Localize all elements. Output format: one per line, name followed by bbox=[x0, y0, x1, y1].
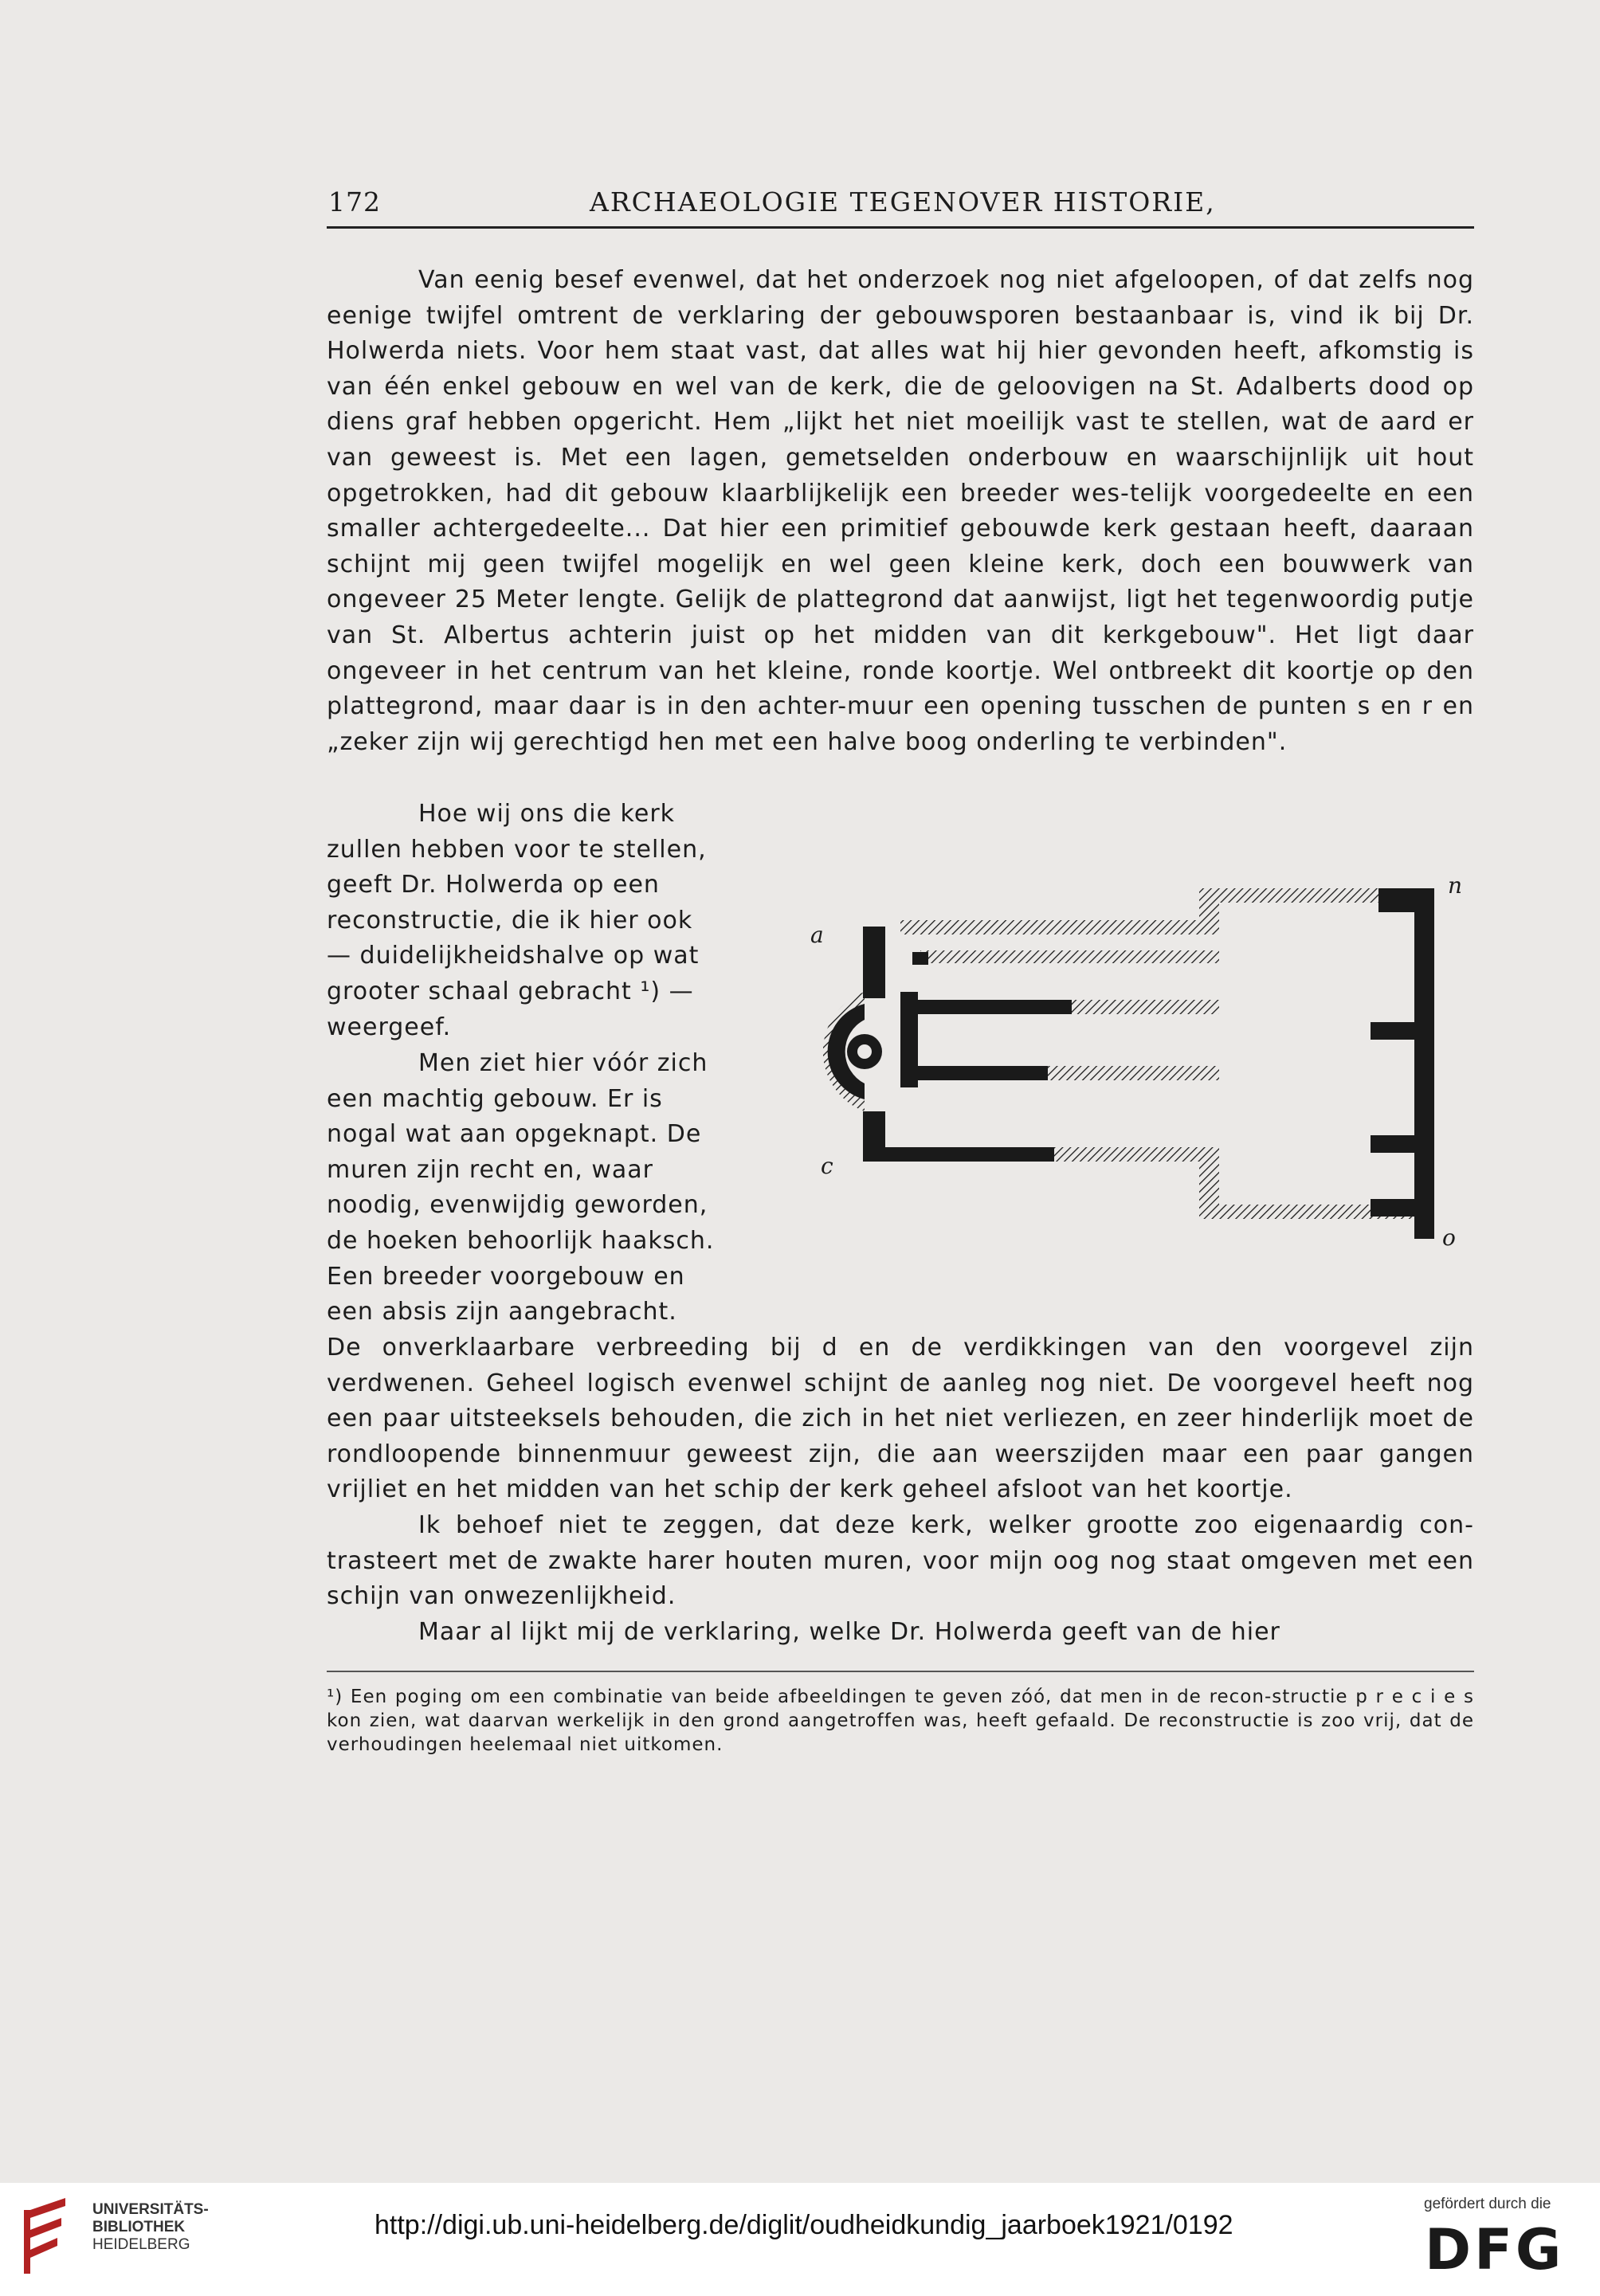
running-title: ARCHAEOLOGIE TEGENOVER HISTORIE, bbox=[590, 186, 1216, 217]
label-a: a bbox=[810, 922, 824, 948]
footnote-divider bbox=[327, 1671, 1474, 1672]
page-number: 172 bbox=[328, 186, 381, 217]
permalink-url[interactable]: http://digi.ub.uni-heidelberg.de/diglit/oudheidkundig_jaarboek1921/0192 bbox=[375, 2210, 1233, 2240]
line: geeft Dr. Holwerda op een bbox=[327, 871, 660, 899]
line: een absis zijn aangebracht. bbox=[327, 1298, 677, 1326]
line: muren zijn recht en, waar bbox=[327, 1155, 654, 1184]
university-library-logo-icon bbox=[18, 2194, 81, 2285]
line: reconstructie, die ik hier ook bbox=[327, 906, 693, 934]
line: noodig, evenwijdig geworden, bbox=[327, 1191, 708, 1220]
well-hole bbox=[857, 1044, 872, 1059]
library-name-line-3: HEIDELBERG bbox=[92, 2236, 190, 2253]
hatched-wall-north bbox=[900, 888, 1414, 934]
hatched-inner-wall-upper bbox=[920, 950, 1219, 963]
paragraph-5: Maar al lijkt mij de verklaring, welke Dr. Holwerda geeft van de hier bbox=[418, 1618, 1280, 1646]
solid-inner-bottom bbox=[904, 1066, 1048, 1080]
label-c: c bbox=[821, 1153, 833, 1179]
line: nogal wat aan opgeknapt. De bbox=[327, 1120, 702, 1149]
paragraph-3 bbox=[327, 1046, 725, 1330]
solid-buttress-2 bbox=[1371, 1135, 1414, 1153]
library-name bbox=[92, 2201, 209, 2254]
label-o: o bbox=[1442, 1224, 1456, 1251]
solid-stub bbox=[912, 952, 928, 965]
solid-inner-top bbox=[904, 1000, 1072, 1014]
label-n: n bbox=[1448, 872, 1463, 899]
paragraph-2 bbox=[327, 797, 725, 1045]
line: grooter schaal gebracht ¹) — bbox=[327, 977, 694, 1005]
solid-buttress-3 bbox=[1371, 1199, 1414, 1217]
solid-inner-post bbox=[900, 992, 918, 1087]
solid-rear-wall bbox=[1414, 888, 1434, 1239]
line: weergeef. bbox=[327, 1013, 452, 1041]
paragraph-1: Van eenig besef evenwel, dat het onderzoek nog niet afgeloopen, of dat zelfs nog eenige twijfel omtrent de verklaring der gebouwsporen bestaanbaar is, vind ik bij Dr. Holwerda niets. Voor hem staat vast, dat alles wat hij hier gevonden heeft, afkomstig is van één enkel gebouw en wel van de kerk, die de geloovigen na St. Adalberts dood op diens graf hebben opgericht. Hem „lijkt het niet moeilijk vast te stellen, wat de aard er van geweest is. Met een lagen, gemetselden onderbouw en waarschijnlijk uit hout opgetrokken, had dit gebouw klaarblijkelijk een breeder wes-telijk voorgedeelte en een smaller achtergedeelte... Dat hier een primitief gebouwde kerk gestaan heeft, daaraan schijnt mij geen twijfel mogelijk en wel geen kleine kerk, doch een bouwwerk van ongeveer 25 Meter lengte. Gelijk de plattegrond dat aanwijst, ligt het tegenwoordig putje van St. Albertus achterin juist op het midden van dit kerkgebouw". Het ligt daar ongeveer in het centrum van het kleine, ronde koortje. Wel ontbreekt dit koortje op den plattegrond, maar daar is in den achter-muur een opening tusschen de punten s en r en „zeker zijn wij gerechtigd hen met een halve boog onderling te verbinden". bbox=[327, 266, 1474, 756]
line: de hoeken behoorlijk haaksch. bbox=[327, 1226, 715, 1255]
library-name-line-2: BIBLIOTHEK bbox=[92, 2219, 186, 2235]
solid-buttress-1 bbox=[1371, 1022, 1414, 1040]
line: Een breeder voorgebouw en bbox=[327, 1262, 685, 1291]
funding-caption: gefördert durch die bbox=[1424, 2196, 1551, 2212]
line: — duidelijkheidshalve op wat bbox=[327, 942, 700, 970]
solid-rear-top bbox=[1378, 888, 1426, 912]
line: een machtig gebouw. Er is bbox=[327, 1084, 663, 1113]
dfg-logo-text: DFG bbox=[1425, 2220, 1565, 2277]
paragraph-3-continued: De onverklaarbare verbreeding bij d en de verdikkingen van den voorgevel zijn verdwenen. Geheel logisch evenwel schijnt de aanleg nog niet. De voorgevel heeft nog een paar uitsteeksels behouden, die zich in het niet verliezen, en zeer hinderlijk moet de rondloopende binnenmuur geweest zijn, die aan weerszijden maar een paar gangen vrijliet en het midden van het schip der kerk geheel afsloot van het koortje. bbox=[327, 1334, 1474, 1504]
footnote: ¹) Een poging om een combinatie van beide afbeeldingen te geven zóó, dat men in de recon-structie p r e c i e s kon zien, wat daarvan werkelijk in den grond aangetroffen was, heeft gefaald. De reconstructie is zoo vrij, dat de verhoudingen heelemaal niet uitkomen. bbox=[327, 1687, 1474, 1755]
solid-wall-south bbox=[863, 1147, 1054, 1162]
church-floor-plan bbox=[785, 872, 1486, 1274]
page-header bbox=[327, 182, 1474, 229]
library-name-line-1: UNIVERSITÄTS- bbox=[92, 2201, 209, 2218]
dfg-logo-icon bbox=[1425, 2220, 1576, 2280]
line: Men ziet hier vóór zich bbox=[418, 1049, 708, 1077]
line: Hoe wij ons die kerk bbox=[418, 800, 676, 828]
solid-wall-a bbox=[863, 927, 885, 998]
paragraph-4: Ik behoef niet te zeggen, dat deze kerk, welker grootte zoo eigenaardig con-trasteert met de zwakte harer houten muren, voor mijn oog nog staat omgeven met een schijn van onwezenlijkheid. bbox=[327, 1511, 1474, 1611]
line: zullen hebben voor te stellen, bbox=[327, 835, 707, 864]
floor-plan-drawing bbox=[785, 872, 1486, 1271]
